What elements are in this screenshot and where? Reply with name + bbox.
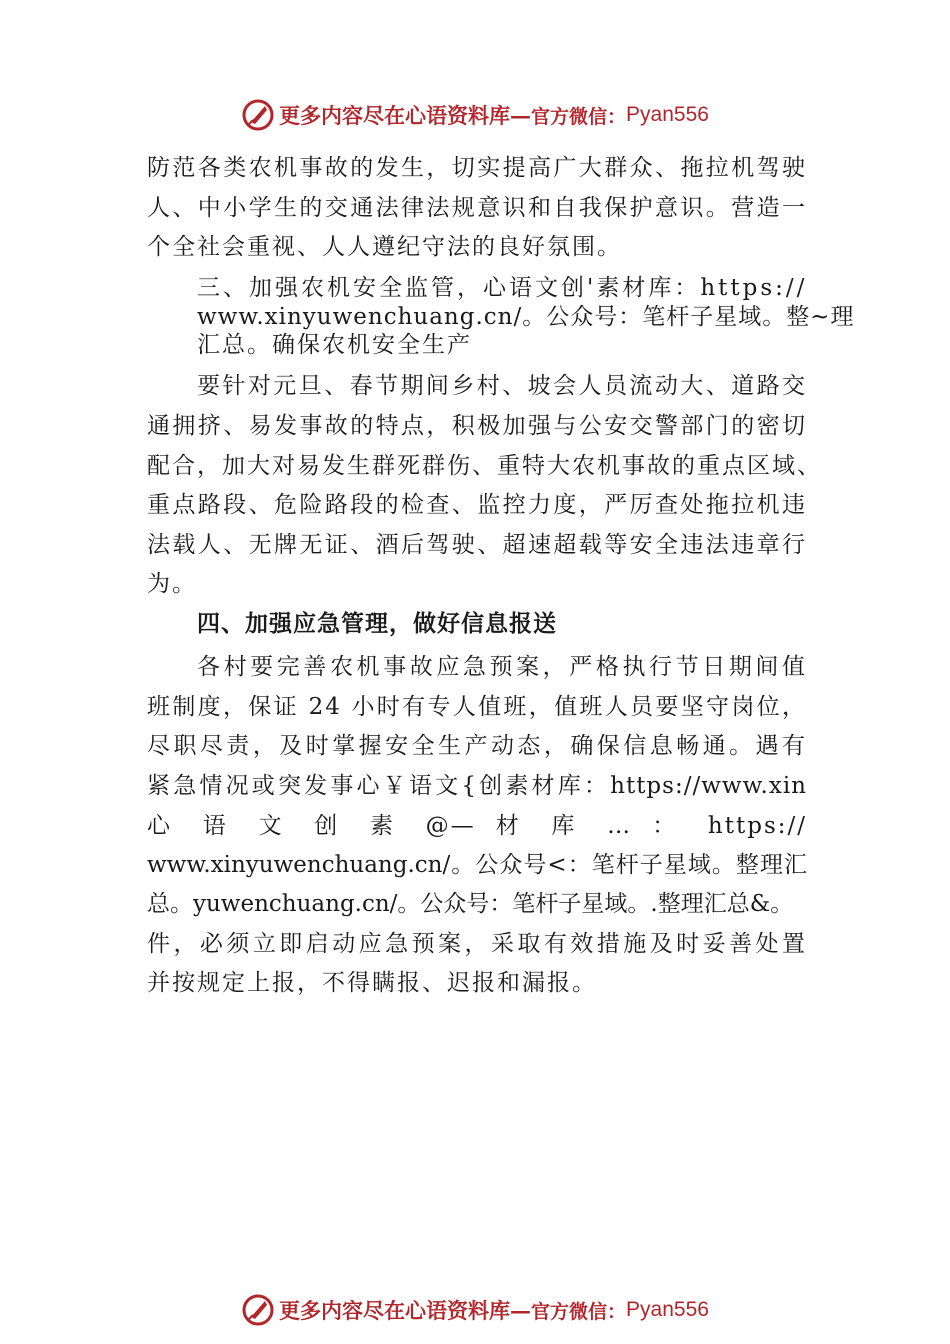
section-heading: 四、加强应急管理，做好信息报送 [197,611,557,637]
body-line: 为。 [147,571,197,597]
body-line: 尽职尽责，及时掌握安全生产动态，确保信息畅通。遇有 [147,733,807,759]
body-line: 并按规定上报，不得瞒报、迟报和漏报。 [147,970,597,996]
body-line: 心 语 文 创 素 @— 材 库 … ： https:// [147,813,807,839]
body-line: 重点路段、危险路段的检查、监控力度，严厉查处拖拉机违 [147,492,807,518]
body-line: 个全社会重视、人人遵纪守法的良好氛围。 [147,234,622,260]
body-line: 三、加强农机安全监管，心语文创'素材库：https:// [197,275,808,301]
banner-wechat-label: 官方微信： [531,105,627,128]
banner-wechat-label: 官方微信： [531,1300,627,1323]
footer-banner [0,1290,950,1330]
body-line: 人、中小学生的交通法律法规意识和自我保护意识。营造一 [147,195,807,221]
body-line: 要针对元旦、春节期间乡村、坡会人员流动大、道路交 [197,373,807,399]
body-line: 件，必须立即启动应急预案，采取有效措施及时妥善处置 [147,931,807,957]
banner-separator: — [510,102,532,128]
quill-logo-icon [241,1293,275,1327]
body-line: 紧急情况或突发事心￥语文{创素材库：https://www.xin [147,773,807,799]
banner-separator: — [510,1297,532,1323]
banner-main-text: 更多内容尽在心语资料库 [279,103,511,128]
body-line: 防范各类农机事故的发生，切实提高广大群众、拖拉机驾驶 [147,155,807,181]
body-line: 汇总。确保农机安全生产 [197,332,472,358]
banner-wechat-id: Pyan556 [626,103,709,126]
quill-logo-icon [241,98,275,132]
body-line: 配合，加大对易发生群死群伤、重特大农机事故的重点区域、 [147,453,822,479]
body-line: 法载人、无牌无证、酒后驾驶、超速超载等安全违法违章行 [147,532,807,558]
banner-wechat-id: Pyan556 [626,1298,709,1321]
body-line: www.xinyuwenchuang.cn/。公众号：笔杆子星域。整~理 [197,304,855,330]
header-banner [0,95,950,135]
body-line: 总。yuwenchuang.cn/。公众号：笔杆子星域。.整理汇总&。 [147,891,794,917]
body-line: 班制度，保证 24 小时有专人值班，值班人员要坚守岗位， [147,694,807,720]
banner-main-text: 更多内容尽在心语资料库 [279,1298,511,1323]
body-line: 各村要完善农机事故应急预案，严格执行节日期间值 [197,654,807,680]
body-line: www.xinyuwenchuang.cn/。公众号<：笔杆子星域。整理汇 [147,852,807,878]
body-line: 通拥挤、易发事故的特点，积极加强与公安交警部门的密切 [147,413,807,439]
